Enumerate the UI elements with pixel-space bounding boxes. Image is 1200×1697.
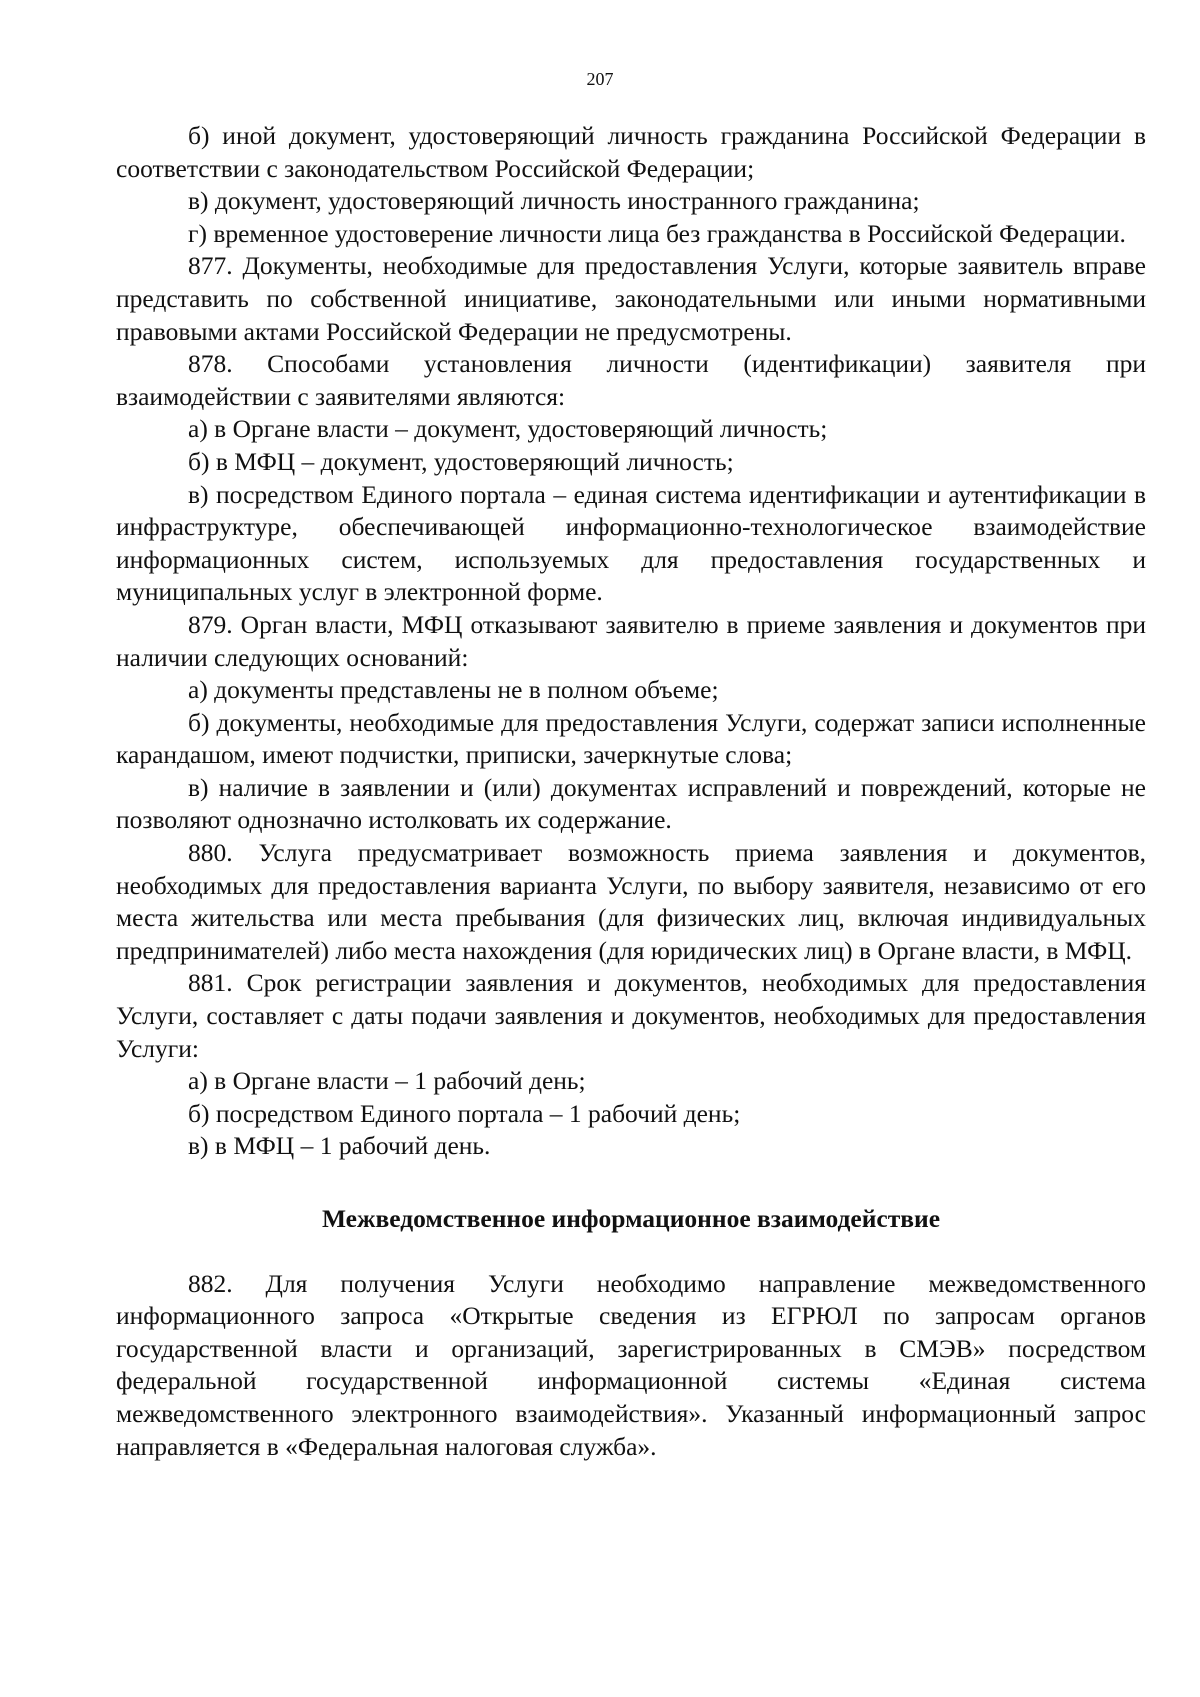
paragraph-879-a: а) документы представлены не в полном объеме; bbox=[188, 675, 719, 705]
paragraph-881-b: б) посредством Единого портала – 1 рабочий день; bbox=[188, 1098, 741, 1128]
paragraph-881-v: в) в МФЦ – 1 рабочий день. bbox=[188, 1131, 491, 1161]
paragraph-881: 881. Срок регистрации заявления и документов, необходимых для предоставления Услуги, составляет с даты подачи заявления и документов, необходимых для предоставления Услуги: bbox=[116, 968, 1146, 1063]
paragraph-b-passport: б) иной документ, удостоверяющий личность гражданина Российской Федерации в соответствии с законодательством Российской Федерации; bbox=[116, 121, 1146, 183]
paragraph-882: 882. Для получения Услуги необходимо направление межведомственного информационного запроса «Открытые сведения из ЕГРЮЛ по запросам органов государственной власти и организаций, зарегистрированных в СМЭВ» посредством федеральной государственной информационной системы «Единая система межведомственного электронного взаимодействия». Указанный информационный запрос направляется в «Федеральная налоговая служба». bbox=[116, 1268, 1146, 1461]
paragraph-881-a: а) в Органе власти – 1 рабочий день; bbox=[188, 1066, 586, 1096]
paragraph-878: 878. Способами установления личности (идентификации) заявителя при взаимодействии с заявителями являются: bbox=[116, 349, 1146, 411]
paragraph-878-v: в) посредством Единого портала – единая система идентификации и аутентификации в инфраструктуре, обеспечивающей информационно-технологическое взаимодействие информационных систем, используемых для предоставления государственных и муниципальных услуг в электронной форме. bbox=[116, 479, 1146, 607]
document-body bbox=[116, 120, 1146, 1463]
paragraph-g-stateless-id: г) временное удостоверение личности лица без гражданства в Российской Федерации. bbox=[188, 218, 1126, 248]
paragraph-878-a: а) в Органе власти – документ, удостоверяющий личность; bbox=[188, 414, 828, 444]
page-number: 207 bbox=[586, 69, 614, 89]
paragraph-879: 879. Орган власти, МФЦ отказывают заявителю в приеме заявления и документов при наличии следующих оснований: bbox=[116, 609, 1146, 672]
section-heading: Межведомственное информационное взаимодействие bbox=[321, 1204, 941, 1233]
paragraph-878-b: б) в МФЦ – документ, удостоверяющий личность; bbox=[188, 446, 734, 476]
paragraph-879-b: б) документы, необходимые для предоставления Услуги, содержат записи исполненные карандашом, имеют подчистки, приписки, зачеркнутые слова; bbox=[116, 707, 1146, 770]
paragraph-v-foreign-id: в) документ, удостоверяющий личность иностранного гражданина; bbox=[188, 186, 920, 216]
paragraph-877: 877. Документы, необходимые для предоставления Услуги, которые заявитель вправе представить по собственной инициативе, законодательными или иными нормативными правовыми актами Российской Федерации не предусмотрены. bbox=[116, 251, 1146, 346]
paragraph-880: 880. Услуга предусматривает возможность приема заявления и документов, необходимых для предоставления варианта Услуги, по выбору заявителя, независимо от его места жительства или места пребывания (для физических лиц, включая индивидуальных предпринимателей) либо места нахождения (для юридических лиц) в Органе власти, в МФЦ. bbox=[116, 838, 1146, 965]
paragraph-879-v: в) наличие в заявлении и (или) документах исправлений и повреждений, которые не позволяют однозначно истолковать их содержание. bbox=[116, 772, 1146, 835]
